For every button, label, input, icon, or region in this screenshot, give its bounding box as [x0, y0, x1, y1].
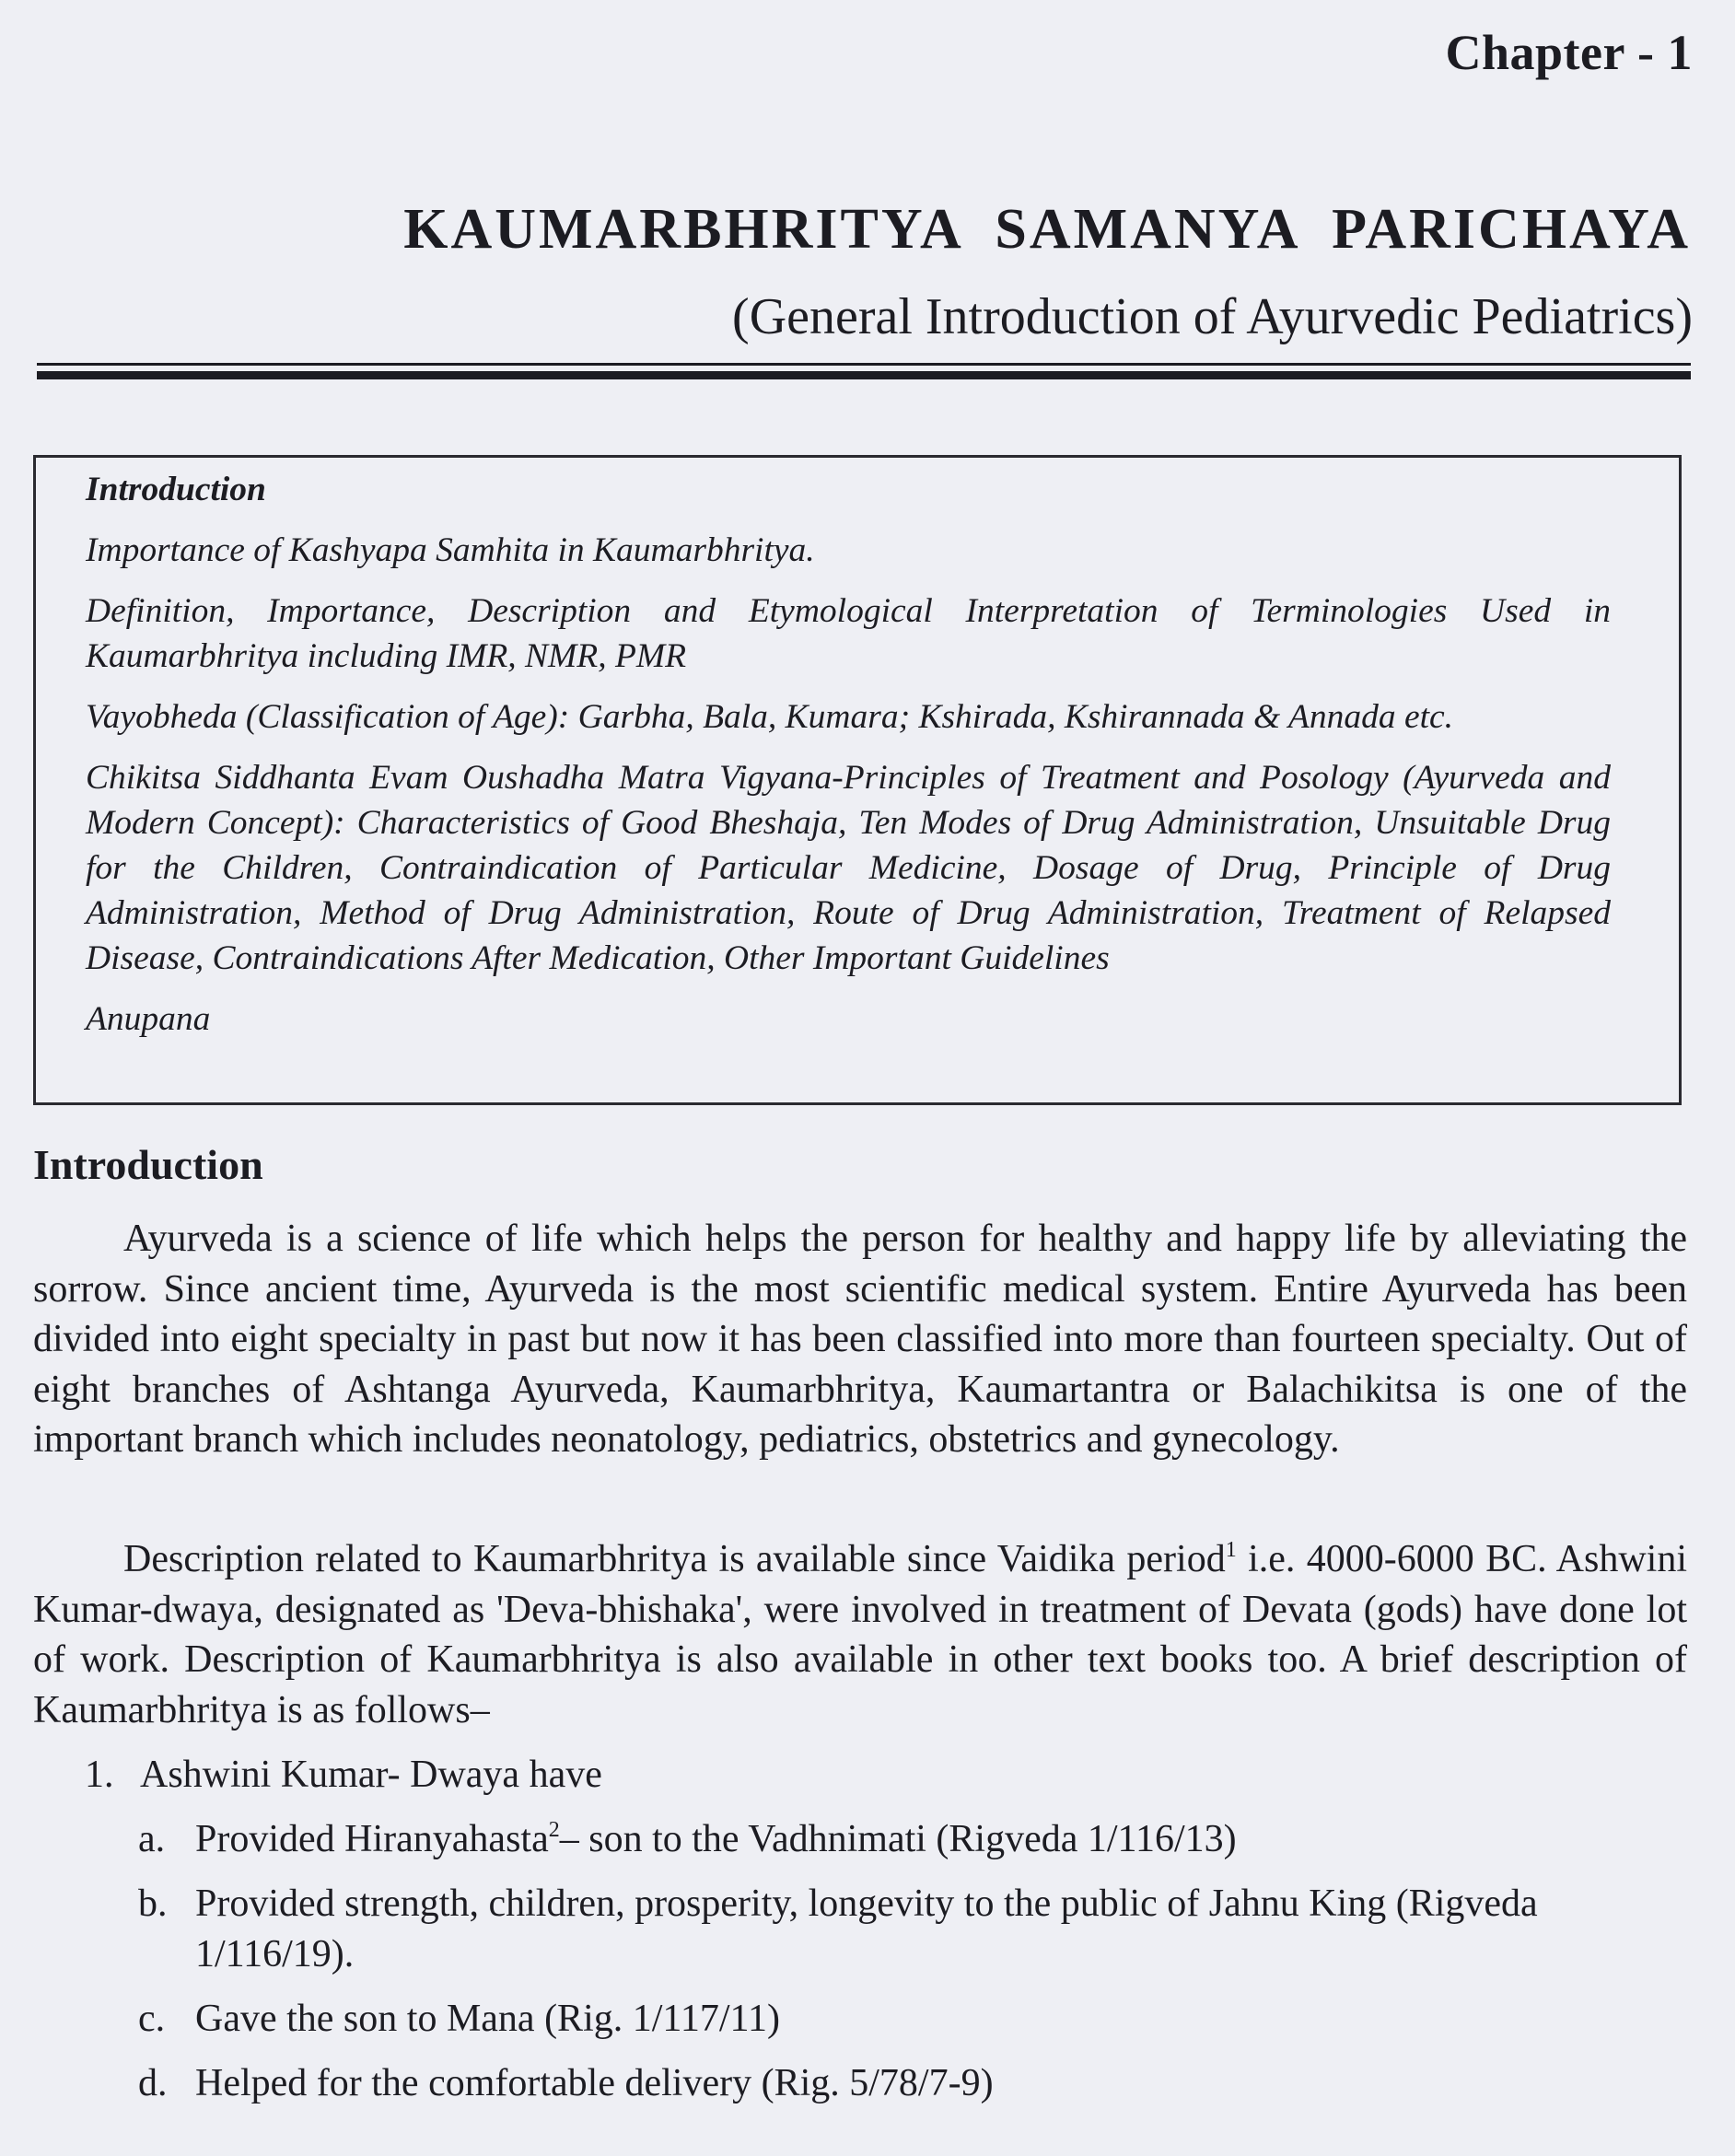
chapter-contents-box	[33, 455, 1682, 1105]
paragraph-text: Description related to Kaumarbhritya is available since Vaidika period	[123, 1538, 1226, 1580]
contents-item: Vayobheda (Classification of Age): Garbha, Bala, Kumara; Kshirada, Kshirannada & Annada etc.	[86, 698, 1454, 736]
footnote-ref: 2	[548, 1818, 560, 1842]
sublist-item: Provided strength, children, prosperity, longevity to the public of Jahnu King (Rigveda 1/116/19).	[195, 1882, 1538, 1975]
paragraph-text: i.e. 4000-6000 BC. Ashwini Kumar-dwaya, designated as 'Deva-bhishaka', were involved in treatment of Devata (gods) have done lot of work. Description of Kaumarbhritya is also available in other text books too. A brief description of Kaumarbhritya is as follows–	[33, 1538, 1687, 1731]
sublist-item	[195, 1814, 1687, 1865]
sublist-letter: d.	[138, 2062, 168, 2104]
contents-item: Definition, Importance, Description and Etymological Interpretation of Terminologies Used in Kaumarbhritya including IMR, NMR, PMR	[86, 592, 1611, 675]
contents-box-title: Introduction	[86, 471, 266, 508]
intro-paragraph: Ayurveda is a science of life which helps the person for healthy and happy life by alleviating the sorrow. Since ancient time, Ayurveda is the most scientific medical system. Entire Ayurveda has been divided into eight specialty in past but now it has been classified into more than fourteen specialty. Out of eight branches of Ashtanga Ayurveda, Kaumarbhritya, Kaumartantra or Balachikitsa is one of the important branch which includes neonatology, pediatrics, obstetrics and gynecology.	[33, 1218, 1687, 1461]
sublist-letter: a.	[138, 1818, 166, 1860]
list-item-text: Ashwini Kumar- Dwaya have	[140, 1754, 602, 1796]
sublist-item: Gave the son to Mana (Rig. 1/117/11)	[195, 1998, 780, 2040]
sublist-text: Provided Hiranyahasta	[195, 1818, 549, 1860]
title-rule-thin	[37, 363, 1691, 366]
contents-item: Importance of Kashyapa Samhita in Kaumarbhritya.	[86, 531, 815, 569]
footnote-ref: 1	[1225, 1538, 1237, 1562]
contents-item: Chikitsa Siddhanta Evam Oushadha Matra Vigyana-Principles of Treatment and Posology (Ayurveda and Modern Concept): Characteristics of Good Bheshaja, Ten Modes of Drug Administration, Unsuitable Drug for the Children, Contraindication of Particular Medicine, Dosage of Drug, Principle of Drug Administration, Method of Drug Administration, Route of Drug Administration, Treatment of Relapsed Disease, Contraindications After Medication, Other Important Guidelines	[86, 759, 1611, 977]
sublist-letter: b.	[138, 1882, 168, 1925]
chapter-subtitle: (General Introduction of Ayurvedic Pediatrics)	[732, 288, 1693, 345]
sublist-text: – son to the Vadhnimati (Rigveda 1/116/13)	[559, 1818, 1237, 1860]
sublist-letter: c.	[138, 1998, 166, 2040]
title-rule-thick	[37, 371, 1691, 379]
history-paragraph	[33, 1534, 1687, 1735]
sublist-item: Helped for the comfortable delivery (Rig. 5/78/7-9)	[195, 2062, 994, 2104]
chapter-title: KAUMARBHRITYA SAMANYA PARICHAYA	[403, 198, 1691, 261]
section-heading: Introduction	[33, 1141, 263, 1188]
list-number: 1.	[85, 1754, 114, 1796]
chapter-label: Chapter - 1	[1445, 25, 1693, 80]
contents-item: Anupana	[86, 1000, 211, 1038]
